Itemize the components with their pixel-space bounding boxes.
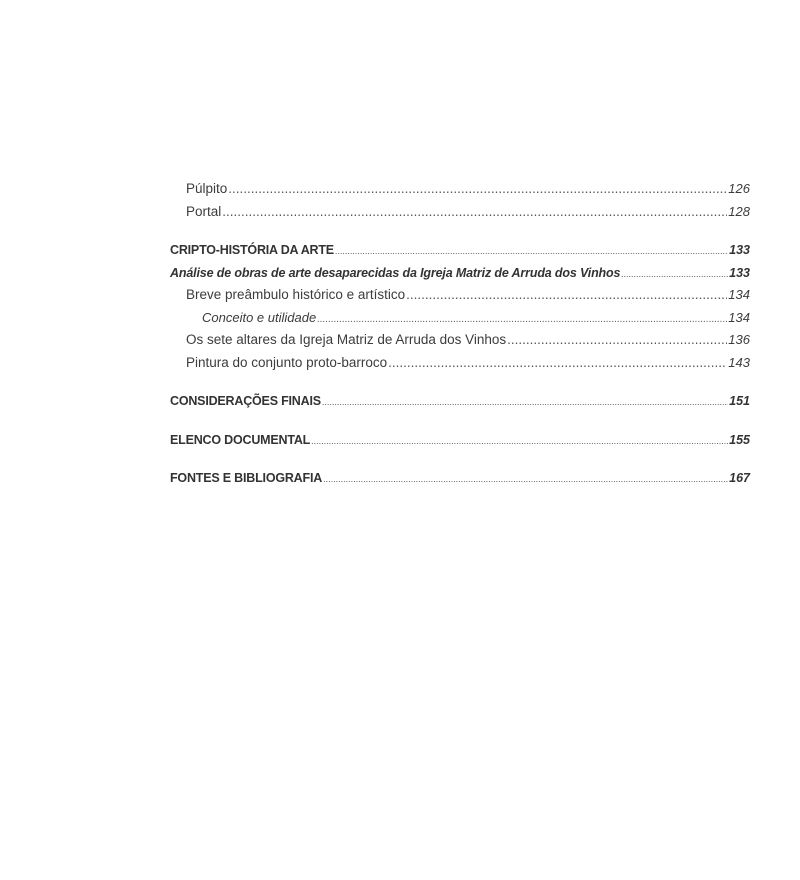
dot-leader: [406, 284, 727, 307]
toc-entry-page: 167: [729, 471, 750, 485]
toc-entry-title: Pintura do conjunto proto-barroco: [186, 354, 388, 370]
toc-entry-portal: [170, 201, 750, 224]
toc-entry-title: Portal: [186, 203, 222, 219]
toc-section-title: CRIPTO-HISTÓRIA DA ARTE: [170, 243, 334, 257]
dot-leader: [621, 263, 728, 286]
toc-subtitle-analise: [170, 262, 750, 285]
toc-section-cripto-historia: [170, 239, 750, 262]
toc-entry-title: Breve preâmbulo histórico e artístico: [186, 287, 406, 302]
toc-entry-page: 134: [728, 309, 750, 325]
table-of-contents: [170, 178, 750, 490]
toc-entry-page: 136: [728, 332, 750, 347]
dot-leader: [222, 201, 727, 224]
toc-entry-title: Conceito e utilidade: [202, 309, 317, 325]
dot-leader: [323, 468, 728, 491]
dot-leader: [311, 430, 728, 453]
toc-entry-pulpito: [170, 178, 750, 201]
dot-leader: [228, 178, 727, 201]
toc-entry-page: 134: [728, 287, 750, 302]
toc-entry-page: 133: [729, 243, 750, 257]
dot-leader: [317, 309, 727, 332]
dot-leader: [388, 352, 727, 375]
toc-entry-pintura: [170, 352, 750, 375]
dot-leader: [507, 329, 727, 352]
toc-entry-page: 128: [728, 203, 750, 219]
toc-section-elenco: [170, 429, 750, 452]
toc-entry-page: 155: [729, 432, 750, 447]
toc-section-title: ELENCO DOCUMENTAL: [170, 432, 311, 447]
toc-entry-title: Os sete altares da Igreja Matriz de Arruda dos Vinhos: [186, 332, 507, 347]
toc-entry-page: 133: [729, 265, 750, 280]
toc-entry-page: 143: [728, 354, 750, 370]
toc-entry-breve-preambulo: [170, 284, 750, 307]
toc-section-title: CONSIDERAÇÕES FINAIS: [170, 394, 321, 408]
toc-entry-conceito: [170, 307, 750, 330]
toc-entry-page: 126: [728, 181, 750, 196]
section-gap: [170, 223, 750, 239]
toc-section-title: FONTES E BIBLIOGRAFIA: [170, 471, 323, 485]
toc-entry-page: 151: [729, 394, 750, 408]
dot-leader: [322, 391, 728, 414]
toc-section-consideracoes: [170, 390, 750, 413]
toc-entry-title: Púlpito: [186, 181, 228, 196]
toc-section-fontes: [170, 467, 750, 490]
toc-subtitle-title: Análise de obras de arte desaparecidas da Igreja Matriz de Arruda dos Vinhos: [170, 265, 621, 280]
section-gap: [170, 374, 750, 390]
dot-leader: [335, 240, 728, 263]
toc-entry-sete-altares: [170, 329, 750, 352]
section-gap: [170, 413, 750, 429]
section-gap: [170, 451, 750, 467]
